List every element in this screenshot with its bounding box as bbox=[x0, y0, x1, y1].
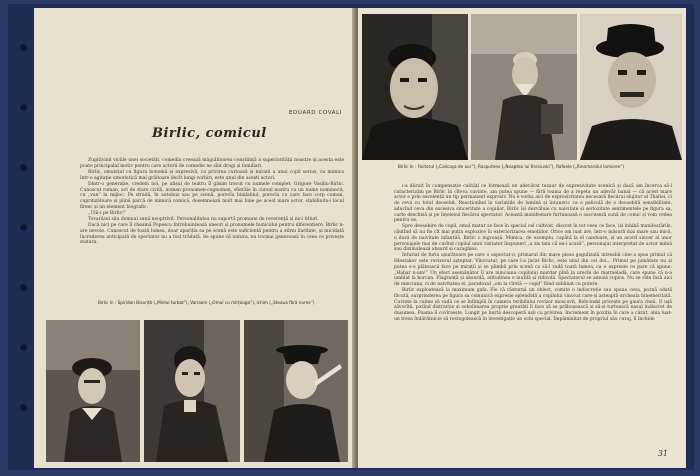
left-body-text bbox=[80, 158, 344, 247]
binding-hole bbox=[20, 104, 27, 111]
right-page bbox=[358, 8, 686, 468]
left-photo-caption: Birlic în : Spiridon Bisoriță („Mielul turbat”), Varlaam („Omul cu mîrțoaga”), Ichim („Steaua fără nume”) bbox=[98, 300, 315, 305]
paragraph: Tovarăsul său domnul sună neoptrivit. Personalitatea nu suportă promune de reverență și nici titluri. bbox=[88, 217, 319, 223]
paragraph: Spre deosebire de copil, omul matur se face în special cel cultivat, discret în tot ceea ce face, iși inhibă manifestările, căutînd să nu fie cît mai puțin explozive în exteriorizarea emoțiilor. Orice om luat are, într-o măsură mai mare sau mică, o doză de naivitate infantilă. Birlic o ingroașă. Mimica, de exemplu, capătă la el candoare, și un acord sincer al unor personajele mai de curînd copilul unui vizitator înspuneri „a zis tata că ea-i acasă”, personajul interpretat de actor mimă sau dizimulează absurd și caraghios. bbox=[394, 224, 672, 253]
paragraph: Infuriat de furia ușurătoare pe care o aspectat-o, primarul din mare piesa gogulizată intreabă cine a spus primul că Hlestakov este revizorul așteptat. Vinovatul, pe care l-a jucat Birlic, este unul din cei doi... Primul pe jumătate nu și putea s-o plătească face pe mirații și se plimbă prin scenă ca să-l vadă toată lumea, ca o expresie ce pare că spune: „Habar n-am!” Un efect asemănător îl are minciuna copilului murdar pînă la urechi de marmeladă, care spune că n-a umblat la borcan. Flagranță și absurdă, atitudinea e inutilă și ridicolă. Spectatorul se amuză copios. Nu se rîde însă aici de minciuna, ci de naivitatea ei, paradoxul „om la vîrstă — copil” fiind sublinat cu putere. bbox=[394, 253, 672, 287]
page-number: 31 bbox=[657, 449, 668, 458]
photo-ichim bbox=[244, 320, 348, 462]
article-author: EDUARD COVALI bbox=[288, 110, 342, 116]
photo-factorul bbox=[362, 14, 468, 160]
left-page bbox=[34, 8, 356, 468]
book-spread bbox=[8, 4, 694, 470]
photo-rafaele bbox=[580, 14, 682, 160]
binding-hole bbox=[20, 344, 27, 351]
right-body-text bbox=[394, 184, 672, 323]
binding-hole bbox=[20, 284, 27, 291]
binding-hole bbox=[20, 224, 27, 231]
article-title: Birlic, comicul bbox=[152, 126, 267, 141]
paragraph: „Ulii-i pe Birlic!” bbox=[88, 210, 127, 216]
binding-hole bbox=[20, 164, 27, 171]
paragraph: Dacă nici pe care îl cheamă Popescu Intrebuințează uneori și pronumele bunicului pentru diferențiere, Birlic n-are nevoie. Cunoscut de toată lumea, doar apariția sa pe scenă este suficientă pentru a stîrni ilaritate, și micidată încrederea anticipată de spectator nu a fost trădată. Se spune că natura, nu tocmai generoasă în ceea ce privește statura. bbox=[80, 223, 344, 246]
photo-varlaam bbox=[144, 320, 240, 462]
paragraph: Birlic exploatează la maximum gafa. Fie că răsturnă un obiect, comite o indiscreție sau spune ceva, poznă odată făcută, surprinderea pe figura sa comunică expresie splendidă a copilului vinovat care-și așteaptă urcheala binemeritată. Cuvinte la culme să vadă ce se întîmplă în camera teribilului revizor moscovit, Bobcinski privește pe gaura cheii. O ușă zăvorîtă, pozînd distracție și sobolimarea proprie greutăți îl face să se prăbușească și să-și turtească nasul indiscret de dușumea. Poama îl covîrșește. Lungit pe burtă descoperă ușii cu privirea. Increment în poziția în care a căzut, abia luat-un tresa îndărătnicie să rostogolească în investigație un ochi special. Împăminitat de propriul său curaj, îl închide bbox=[394, 288, 672, 322]
paragraph: Birlic, omulețul cu figura bonomă și expresivă, cu privirea curioasă și mirată a unui copil serios, cu mimica într-o agitație umoristică mai grăitoare decît lungi vorbiri, este unul din acești actori. bbox=[80, 169, 344, 181]
binding-hole bbox=[20, 404, 27, 411]
binding-hole bbox=[20, 44, 27, 51]
photo-rasputnev bbox=[471, 14, 577, 160]
paragraph: i-a dăruit în compensație calități ce formează un adevărat tezaur de expresivitate scenică și dacă am încerca să-l caracterizăm pe Birlic în cîteva cuvinte, am putea spune — fără teama de a repeta un adevăr banal — că acest mare actor e prin excelență un tip permanent expresiv. Nu e vorba aici de expresivitatea necesară fiecărui slujitor al Thaliei, ci de ceva cu totul deosebit. Reacționînd la variațiile de lumină și întuneric ca o peliculă de o deosebită sensibilitate, aducînd ceva din excesiva sinceritate a copiilor, Birlic își dezvăluie cu naivitate și seriozitate sentimentele pe figura sa, carte deschisă și pe înțelesul fiecărui spectator. Această manifestare furtunoasă o succeseză sună de comic și vom vedea pentru ce. bbox=[394, 184, 672, 224]
paragraph: Dintr-o generație, credem noi, pe afișul de teatru îl găsim trecut cu numele complet: Grigore Vasiliu-Birlic. Cunoscut roman, act de stare civilă, nomen-pronomen-cognomen, sfierăie în cursul nostru cu un nume nominecit, cu „vun” la mijloc. Pe stradă, în autobuz sau pe scenă, porecla binilabiul, porecla cu care face corp comun, cuprinzătoare și plină parcă de mimică comică, desemnează mult mai bine pe acest mare actor, stabilindu-i locul firesc și un element biografic. bbox=[80, 181, 344, 210]
binding-holes bbox=[18, 14, 30, 464]
paragraph: Zugrăvind viciile unei societăți, comedia creează măgulitoarea conștiință a superiorității noastre și acesta este poate principalul motiv pentru care actorii de comedie ne sînt dragi și familiari. bbox=[80, 158, 344, 169]
photo-spiridon bbox=[46, 320, 140, 462]
right-photo-caption: Birlic în : Factorul („Calicaşa de aur”), Rasputnev („Noaptea lui Kreciuski”), Rafaele („Rinomarolul lamoree”) bbox=[398, 164, 625, 169]
